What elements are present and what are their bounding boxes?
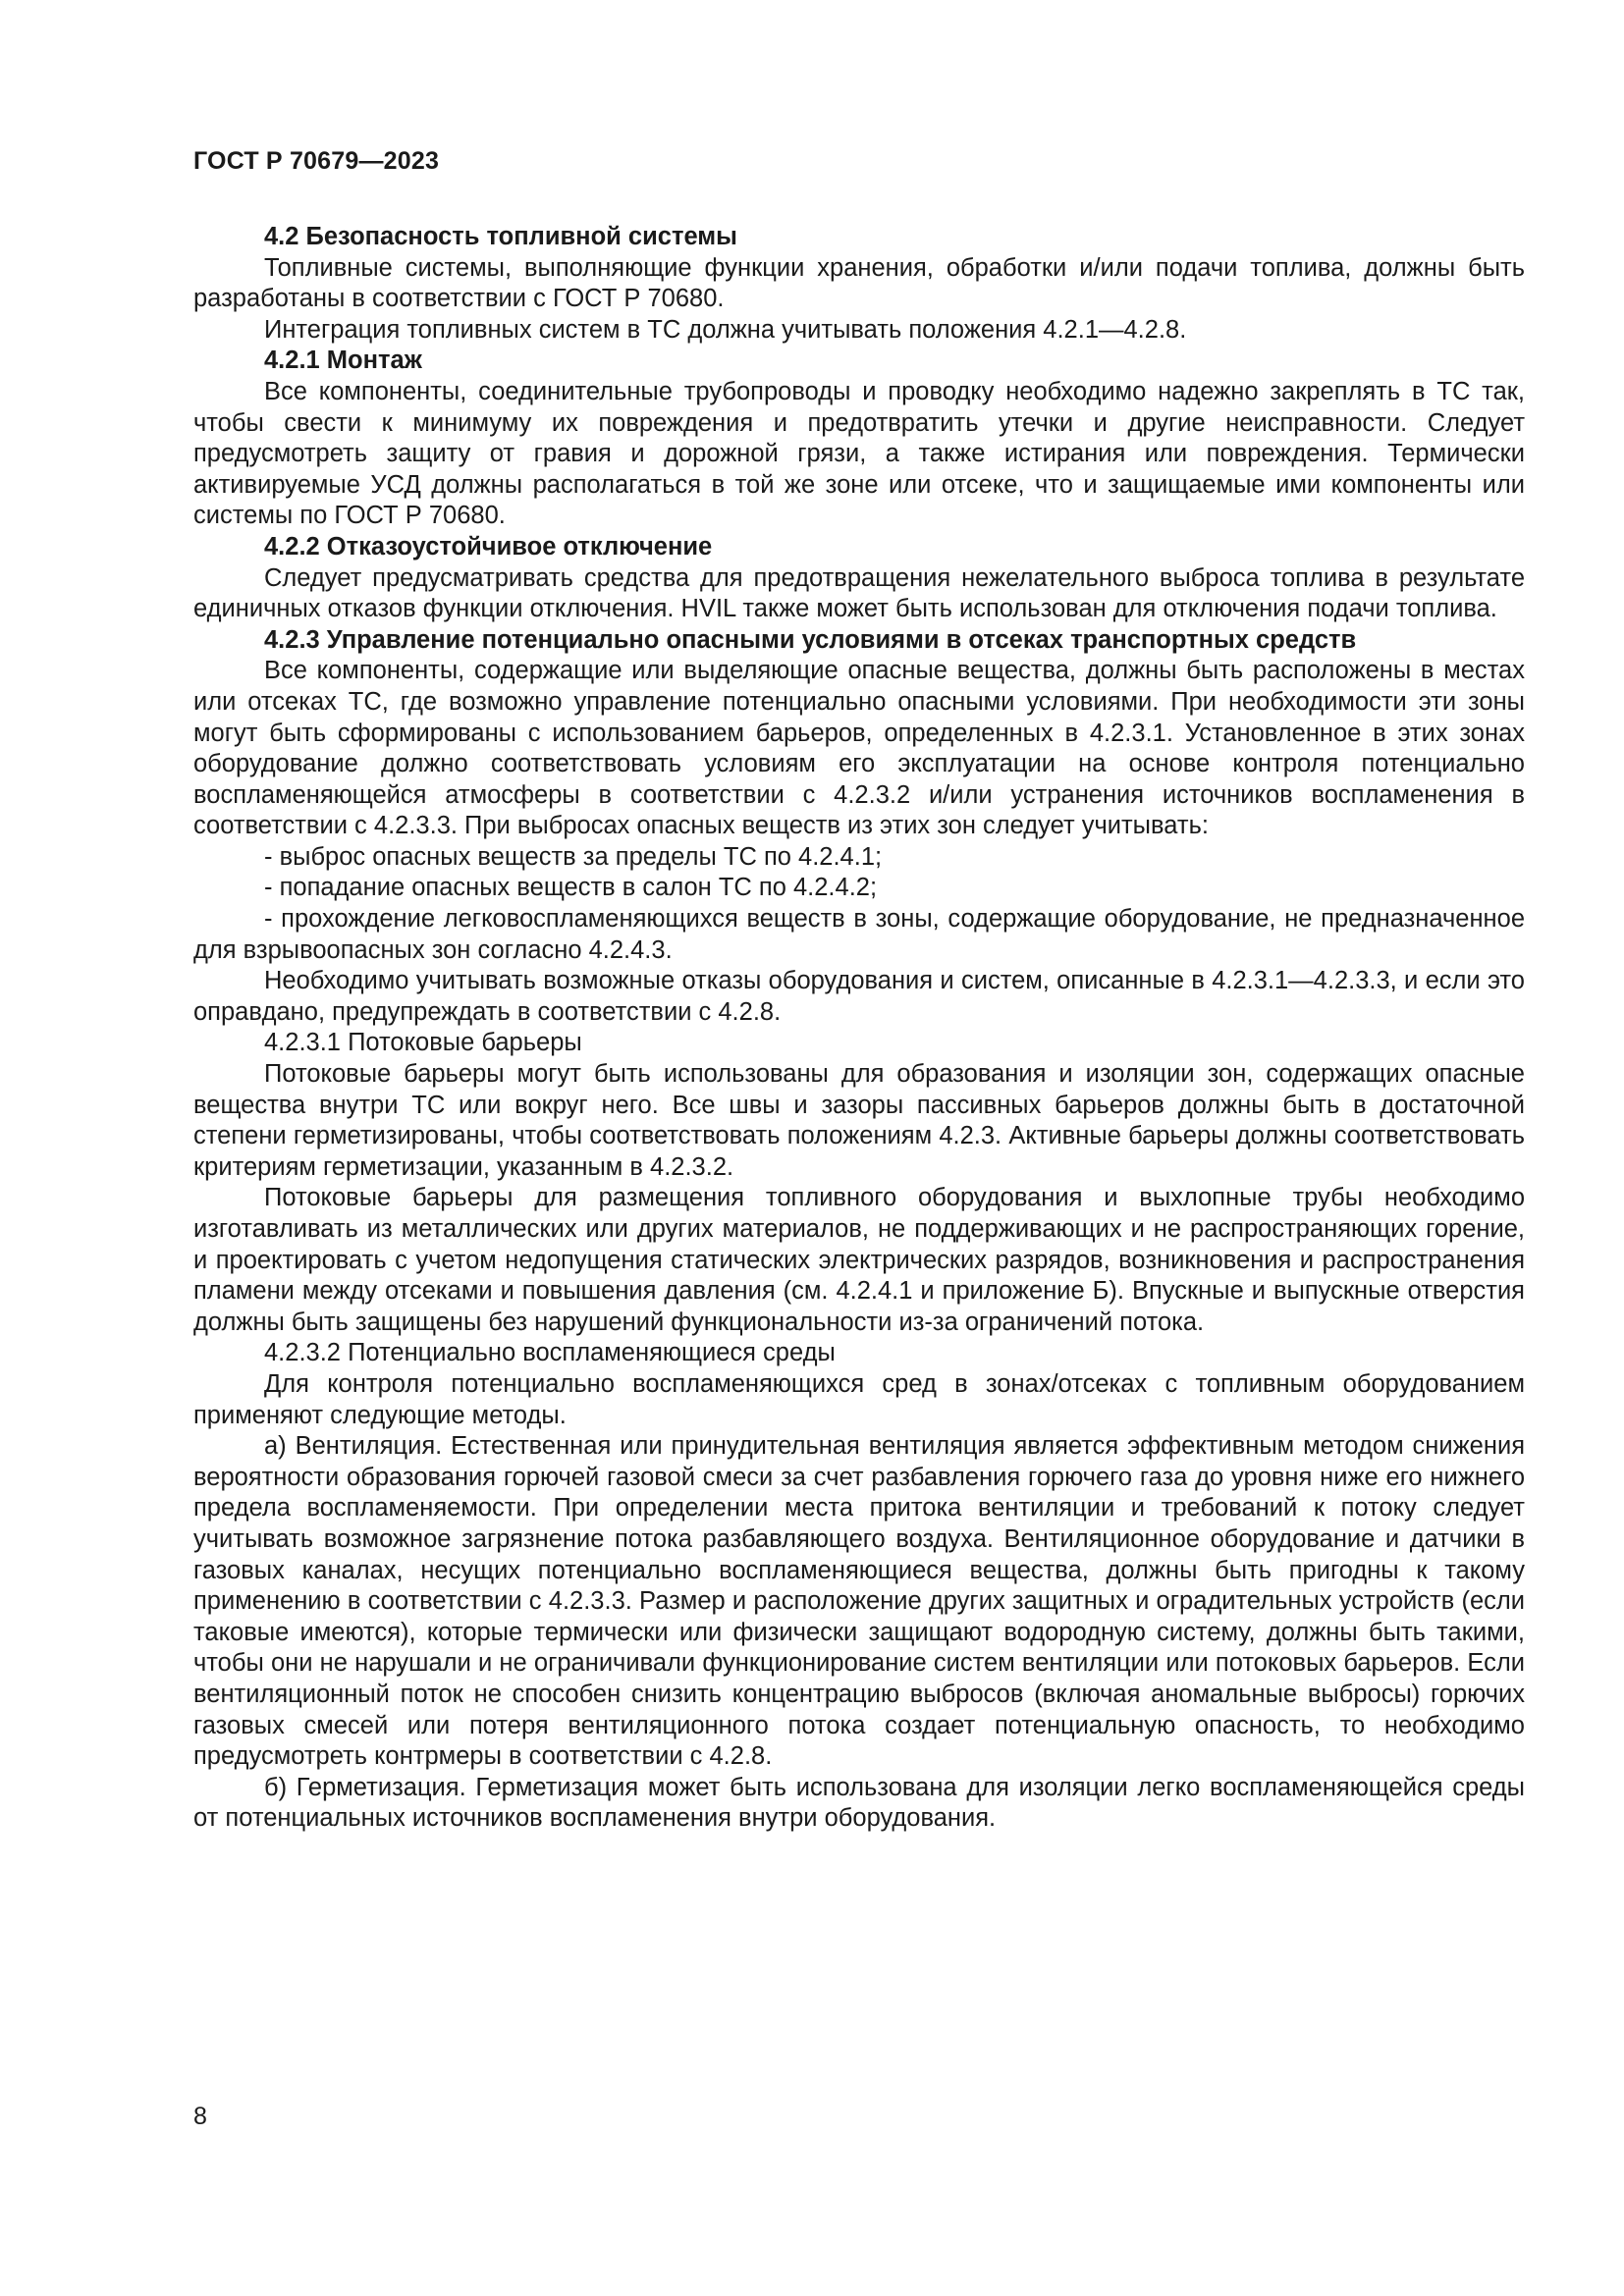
list-item: - попадание опасных веществ в салон ТС по 4.2.4.2;	[264, 874, 878, 902]
paragraph: Интеграция топливных систем в ТС должна учитывать положения 4.2.1—4.2.8.	[264, 315, 1187, 344]
paragraph: Все компоненты, содержащие или выделяющие опасные вещества, должны быть расположены в местах или отсеках ТС, где возможно управление потенциально опасными условиями. При необходимости эти зоны могут быть сформированы с использованием барьеров, определенных в 4.2.3.1. Установленное в этих зонах оборудование должно соответствовать условиям его эксплуатации на основе контроля потенциально воспламеняющейся атмосферы в соответствии с 4.2.3.2 и/или устранения источников воспламенения в соответствии с 4.2.3.3. При выбросах опасных веществ из этих зон следует учитывать:	[193, 657, 1525, 840]
list-item: - прохождение легковоспламеняющихся веществ в зоны, содержащие оборудование, не предназначенное для взрывоопасных зон согласно 4.2.4.3.	[193, 905, 1525, 964]
section-heading-4-2-2: 4.2.2 Отказоустойчивое отключение	[264, 532, 713, 561]
paragraph: Топливные системы, выполняющие функции хранения, обработки и/или подачи топлива, должны быть разработаны в соответствии с ГОСТ Р 70680.	[193, 253, 1525, 313]
section-heading-4-2-3: 4.2.3 Управление потенциально опасными условиями в отсеках транспортных средств	[264, 625, 1357, 654]
paragraph: б) Герметизация. Герметизация может быть использована для изоляции легко воспламеняющейся среды от потенциальных источников воспламенения внутри оборудования.	[193, 1773, 1525, 1833]
paragraph: Следует предусматривать средства для предотвращения нежелательного выброса топлива в результате единичных отказов функции отключения. HVIL также может быть использован для отключения подачи топлива.	[193, 563, 1525, 623]
paragraph: Потоковые барьеры для размещения топливного оборудования и выхлопные трубы необходимо изготавливать из металлических или других материалов, не поддерживающих и не распространяющих горение, и проектировать с учетом недопущения статических электрических разрядов, возникновения и распространения пламени между отсеками и повышения давления (см. 4.2.4.1 и приложение Б). Впускные и выпускные отверстия должны быть защищены без нарушений функциональности из-за ограничений потока.	[193, 1184, 1525, 1336]
section-heading-4-2-1: 4.2.1 Монтаж	[264, 347, 422, 375]
paragraph: а) Вентиляция. Естественная или принудительная вентиляция является эффективным методом снижения вероятности образования горючей газовой смеси за счет разбавления горючего газа до уровня ниже его нижнего предела воспламеняемости. При определении места притока вентиляции и требований к потоку следует учитывать возможное загрязнение потока разбавляющего воздуха. Вентиляционное оборудование и датчики в газовых каналах, несущих потенциально воспламеняющиеся вещества, должны быть пригодны к такому применению в соответствии с 4.2.3.3. Размер и расположение других защитных и оградительных устройств (если таковые имеются), которые термически или физически защищают водородную систему, должны быть такими, чтобы они не нарушали и не ограничивали функционирование систем вентиляции или потоковых барьеров. Если вентиляционный поток не способен снизить концентрацию выбросов (включая аномальные выбросы) горючих газовых смесей или потеря вентиляционного потока создает потенциальную опасность, то необходимо предусмотреть контрмеры в соответствии с 4.2.8.	[193, 1432, 1525, 1771]
document-code-header: ГОСТ Р 70679—2023	[193, 147, 440, 175]
paragraph: Потоковые барьеры могут быть использованы для образования и изоляции зон, содержащих опасные вещества внутри ТС или вокруг него. Все швы и зазоры пассивных барьеров должны быть в достаточной степени герметизированы, чтобы соответствовать положениям 4.2.3. Активные барьеры должны соответствовать критериям герметизации, указанным в 4.2.3.2.	[193, 1060, 1525, 1181]
paragraph: Для контроля потенциально воспламеняющихся сред в зонах/отсеках с топливным оборудованием применяют следующие методы.	[193, 1369, 1525, 1429]
section-heading-4-2: 4.2 Безопасность топливной системы	[264, 223, 737, 250]
subsection-heading-4-2-3-1: 4.2.3.1 Потоковые барьеры	[264, 1029, 582, 1057]
paragraph: Все компоненты, соединительные трубопроводы и проводку необходимо надежно закреплять в ТС так, чтобы свести к минимуму их повреждения и предотвратить утечки и другие неисправности. Следует предусмотреть защиту от гравия и дорожной грязи, а также истирания или повреждения. Термически активируемые УСД должны располагаться в той же зоне или отсеке, что и защищаемые ими компоненты или системы по ГОСТ Р 70680.	[193, 377, 1525, 530]
paragraph: Необходимо учитывать возможные отказы оборудования и систем, описанные в 4.2.3.1—4.2.3.3, и если это оправдано, предупреждать в соответствии с 4.2.8.	[193, 967, 1525, 1026]
list-item: - выброс опасных веществ за пределы ТС по 4.2.4.1;	[264, 842, 883, 871]
document-body	[193, 222, 1525, 1835]
page-number: 8	[193, 2103, 207, 2130]
subsection-heading-4-2-3-2: 4.2.3.2 Потенциально воспламеняющиеся среды	[264, 1339, 836, 1367]
